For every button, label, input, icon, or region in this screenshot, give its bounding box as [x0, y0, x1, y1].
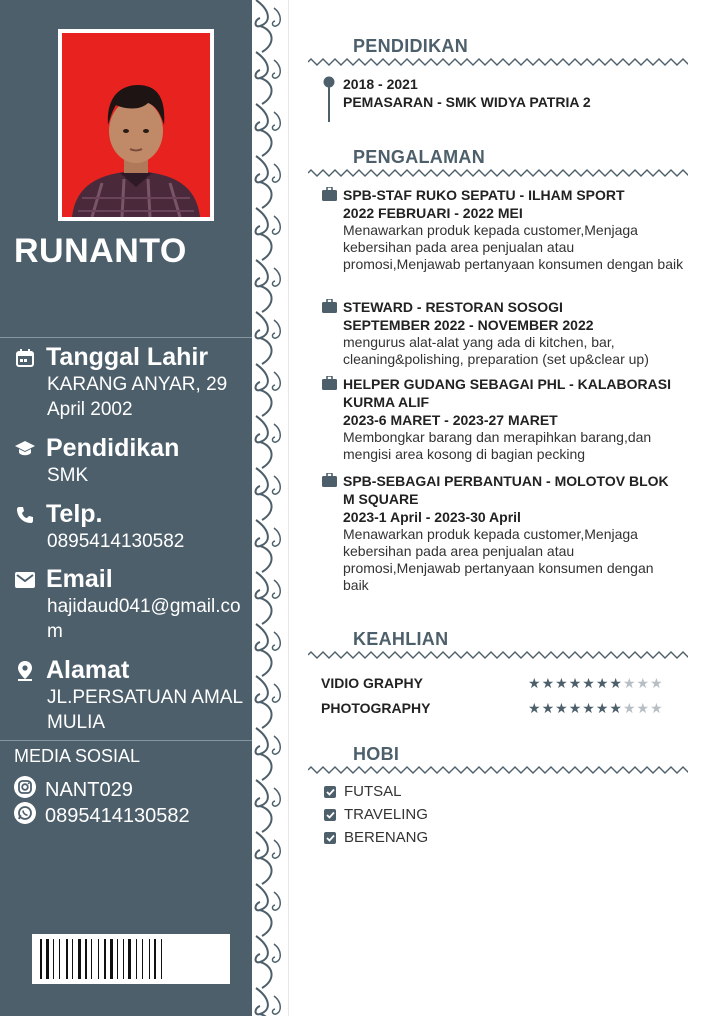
skill-name: VIDIO GRAPHY	[321, 675, 423, 691]
star-filled-icon: ★	[595, 675, 609, 691]
skill-rating	[528, 701, 663, 715]
whatsapp-row	[14, 802, 190, 830]
star-empty-icon: ★	[636, 700, 650, 716]
timeline-marker	[322, 76, 336, 122]
section-title-education: PENDIDIKAN	[353, 36, 469, 56]
skill-rating	[528, 676, 663, 690]
info-address	[14, 656, 250, 735]
star-filled-icon: ★	[555, 675, 568, 691]
info-birth	[14, 343, 250, 422]
instagram-icon	[14, 776, 36, 804]
section-title-skills: KEAHLIAN	[353, 629, 449, 649]
skill-name: PHOTOGRAPHY	[321, 700, 431, 716]
education-entry	[343, 75, 591, 111]
experience-period: 2023-1 April - 2023-30 April	[343, 509, 521, 525]
briefcase-icon	[322, 473, 337, 487]
experience-desc: mengurus alat-alat yang ada di kitchen, bar, cleaning&polishing, preparation (set up&clear up)	[343, 334, 649, 367]
experience-title: STEWARD - RESTORAN SOSOGI	[343, 299, 563, 315]
star-filled-icon: ★	[609, 675, 622, 691]
section-wave-divider	[308, 169, 688, 177]
phone-value: 0895414130582	[47, 531, 185, 552]
star-empty-icon: ★	[622, 675, 636, 691]
experience-item	[343, 186, 693, 273]
checkbox-icon	[324, 832, 336, 844]
barcode	[32, 934, 230, 984]
info-education	[14, 434, 250, 488]
profile-photo	[62, 33, 210, 217]
section-title-experience: PENGALAMAN	[353, 147, 485, 167]
experience-period: SEPTEMBER 2022 - NOVEMBER 2022	[343, 317, 594, 333]
profile-name: RUNANTO	[14, 232, 187, 270]
hobby-label: TRAVELING	[344, 806, 428, 823]
email-value: hajidaud041@gmail.com	[47, 596, 241, 642]
phone-icon	[14, 504, 36, 526]
star-empty-icon: ★	[650, 675, 663, 691]
hobby-label: BERENANG	[344, 829, 429, 846]
experience-title: HELPER GUDANG SEBAGAI PHL - KALABORASI KURMA ALIF	[343, 376, 671, 410]
decorative-ornament-border	[252, 0, 288, 1016]
star-filled-icon: ★	[568, 675, 582, 691]
hobby-item	[324, 806, 428, 823]
section-wave-divider	[308, 766, 688, 774]
education-school: PEMASARAN - SMK WIDYA PATRIA 2	[343, 94, 591, 110]
sidebar-divider	[0, 740, 252, 741]
hobby-item	[324, 783, 402, 800]
instagram-handle: NANT029	[45, 778, 133, 801]
star-filled-icon: ★	[568, 700, 582, 716]
birth-title: Tanggal Lahir	[46, 343, 209, 371]
location-pin-icon	[14, 660, 36, 682]
section-wave-divider	[308, 58, 688, 66]
experience-desc: Menawarkan produk kepada customer,Menjaga kebersihan pada area penjualan atau promosi,Menjawab pertanyaan konsumen dengan baik	[343, 222, 684, 272]
info-phone	[14, 500, 250, 554]
sidebar-divider	[0, 337, 252, 338]
phone-title: Telp.	[46, 500, 103, 528]
experience-title: SPB-STAF RUKO SEPATU - ILHAM SPORT	[343, 187, 625, 203]
briefcase-icon	[322, 187, 337, 201]
hobby-label: FUTSAL	[344, 783, 402, 800]
content-edge-line	[288, 0, 289, 1016]
section-title-hobbies: HOBI	[353, 744, 400, 764]
address-title: Alamat	[46, 656, 130, 684]
briefcase-icon	[322, 299, 337, 313]
section-wave-divider	[308, 651, 688, 659]
star-empty-icon: ★	[636, 675, 650, 691]
star-filled-icon: ★	[528, 700, 541, 716]
profile-photo-frame	[58, 29, 214, 221]
star-empty-icon: ★	[650, 700, 663, 716]
star-filled-icon: ★	[541, 675, 555, 691]
checkbox-icon	[324, 786, 336, 798]
instagram-row	[14, 776, 133, 804]
experience-period: 2023-6 MARET - 2023-27 MARET	[343, 412, 558, 428]
graduation-cap-icon	[14, 438, 36, 460]
media-title: MEDIA SOSIAL	[14, 746, 141, 766]
whatsapp-icon	[14, 802, 36, 830]
experience-title: SPB-SEBAGAI PERBANTUAN - MOLOTOV BLOK M SQUARE	[343, 473, 669, 507]
experience-period: 2022 FEBRUARI - 2022 MEI	[343, 205, 523, 221]
mail-icon	[14, 569, 36, 591]
experience-item	[343, 298, 693, 368]
briefcase-icon	[322, 376, 337, 390]
checkbox-icon	[324, 809, 336, 821]
education-years: 2018 - 2021	[343, 76, 418, 92]
birth-value: KARANG ANYAR, 29 April 2002	[47, 374, 228, 420]
experience-item	[343, 375, 688, 463]
calendar-icon	[14, 347, 36, 369]
email-title: Email	[46, 565, 113, 593]
experience-item	[343, 472, 673, 594]
info-email	[14, 565, 250, 644]
sidebar	[0, 0, 254, 1016]
star-filled-icon: ★	[582, 675, 595, 691]
hobby-item	[324, 829, 428, 846]
star-filled-icon: ★	[555, 700, 568, 716]
star-empty-icon: ★	[622, 700, 636, 716]
star-filled-icon: ★	[582, 700, 595, 716]
experience-desc: Membongkar barang dan merapihkan barang,dan mengisi area kosong di bagian pecking	[343, 429, 652, 462]
star-filled-icon: ★	[595, 700, 609, 716]
experience-desc: Menawarkan produk kepada customer,Menjaga kebersihan pada area penjualan atau promosi,Menjawab pertanyaan konsumen dengan baik	[343, 526, 654, 593]
star-filled-icon: ★	[528, 675, 541, 691]
address-value: JL.PERSATUAN AMAL MULIA	[47, 687, 243, 733]
star-filled-icon: ★	[609, 700, 622, 716]
whatsapp-number: 0895414130582	[45, 804, 190, 827]
education-value: SMK	[47, 465, 89, 486]
education-title: Pendidikan	[46, 434, 180, 462]
star-filled-icon: ★	[541, 700, 555, 716]
